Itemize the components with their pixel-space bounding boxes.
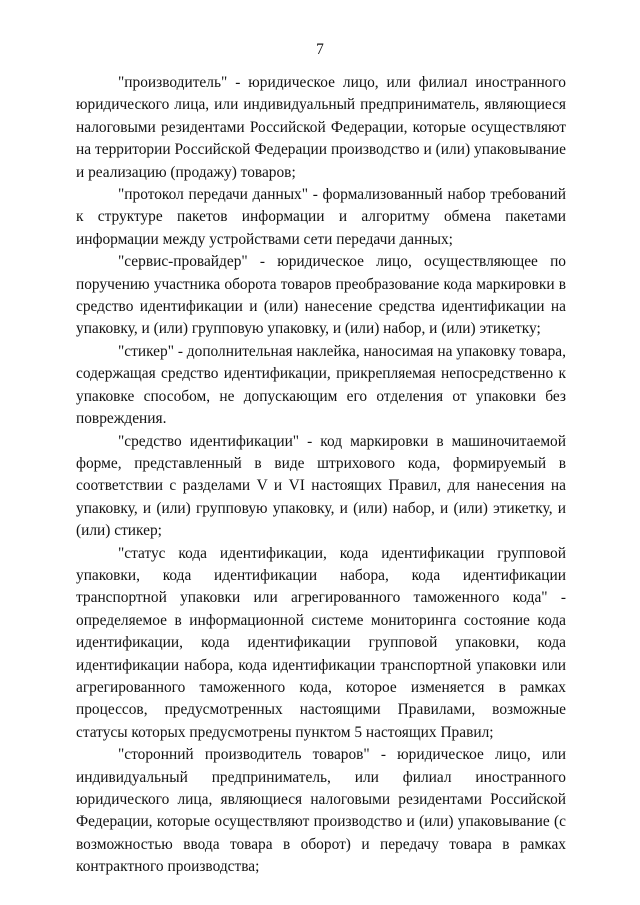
definition-paragraph-third-party-producer: "сторонний производитель товаров" - юридическое лицо, или индивидуальный предприниматель, или филиал иностранного юридического лица, являющиеся налоговыми резидентами Российской Федерации, которые осуществляют производство и (или) упаковывание (с возможностью ввода товара в оборот) и передачу товара в рамках контрактного производства; [76, 746, 566, 876]
document-body [76, 72, 566, 879]
definition-paragraph-identification-means: "средство идентификации" - код маркировки в машиночитаемой форме, представленный в виде штрихового кода, формируемый в соответствии с разделами V и VI настоящих Правил, для нанесения на упаковку, и (или) групповую упаковку, и (или) набор, и (или) этикетку, и (или) стикер; [76, 432, 566, 540]
definition-paragraph-code-status: "статус кода идентификации, кода идентификации групповой упаковки, кода идентификации набора, кода идентификации транспортной упаковки или агрегированного таможенного кода" - определяемое в информационной системе мониторинга состояние кода идентификации, кода идентификации групповой упаковки, кода идентификации набора, кода идентификации транспортной упаковки или агрегированного таможенного кода, которое изменяется в рамках процессов, предусмотренных настоящими Правилами, возможные статусы которых предусмотрены пунктом 5 настоящих Правил; [76, 544, 566, 741]
definition-paragraph-service-provider: "сервис-провайдер" - юридическое лицо, осуществляющее по поручению участника оборота товаров преобразование кода маркировки в средство идентификации и (или) нанесение средства идентификации на упаковку, и (или) групповую упаковку, и (или) набор, и (или) этикетку; [76, 253, 566, 338]
page-number: 7 [316, 41, 324, 58]
definition-paragraph-producer: "производитель" - юридическое лицо, или филиал иностранного юридического лица, или индивидуальный предприниматель, являющиеся налоговыми резидентами Российской Федерации, которые осуществляют на территории Российской Федерации производство и (или) упаковывание и реализацию (продажу) товаров; [76, 74, 566, 181]
definition-paragraph-data-protocol: "протокол передачи данных" - формализованный набор требований к структуре пакетов информации и алгоритму обмена пакетами информации между устройствами сети передачи данных; [76, 186, 566, 248]
definition-paragraph-sticker: "стикер" - дополнительная наклейка, наносимая на упаковку товара, содержащая средство идентификации, прикрепляемая непосредственно к упаковке способом, не допускающим его отделения от упаковки без повреждения. [76, 342, 566, 428]
